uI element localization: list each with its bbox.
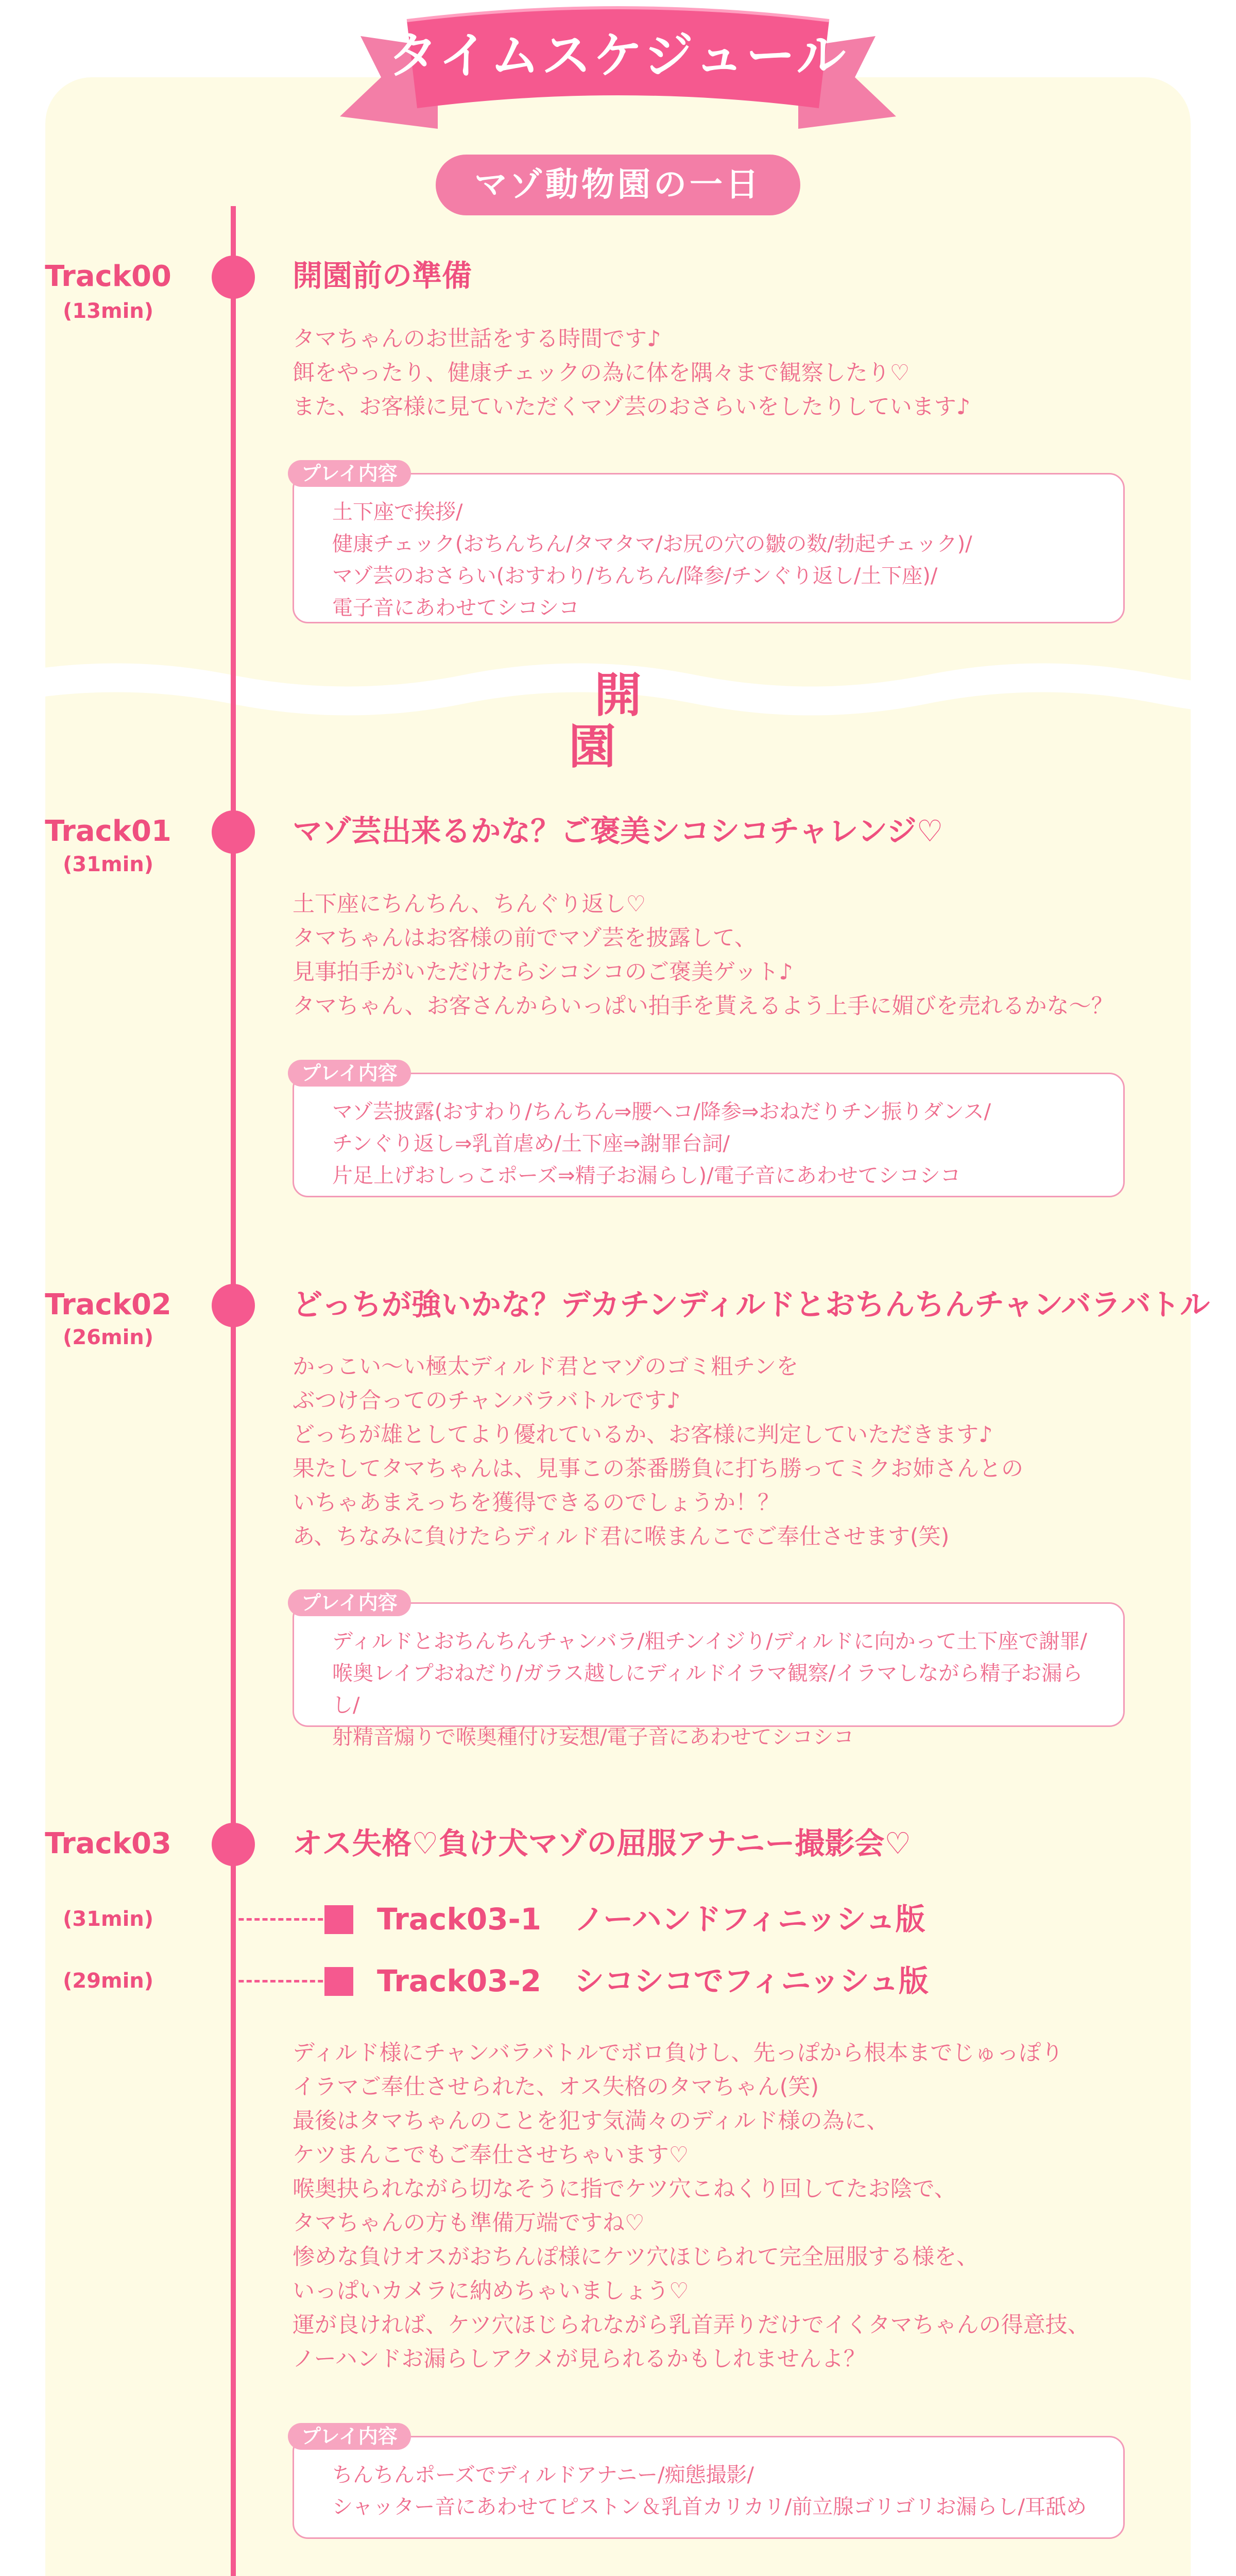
- subtrack-connector: [231, 1918, 339, 1921]
- track-duration: (31min): [62, 853, 154, 876]
- square-marker-icon: [324, 1967, 353, 1996]
- subtrack-duration: (29min): [62, 1969, 154, 1993]
- timeline-dot: [212, 810, 255, 854]
- subtrack-row: [21, 1963, 1051, 1999]
- play-content-tag: プレイ内容: [288, 1060, 411, 1087]
- timeline-dot: [212, 1823, 255, 1866]
- page-subtitle: マゾ動物園の一日: [436, 155, 800, 215]
- track-label: Track02: [45, 1288, 171, 1321]
- timeline-dot: [212, 1284, 255, 1327]
- timeline-line: [231, 206, 236, 2576]
- play-content-text: 土下座で挨拶/ 健康チェック(おちんちん/タマタマ/お尻の穴の皺の数/勃起チェック)/ マゾ芸のおさらい(おすわり/ちんちん/降参/チンぐり返し/土下座)/ 電子音にあわせてシコシコ: [332, 500, 972, 620]
- play-content-text: ちんちんポーズでディルドアナニー/痴態撮影/ シャッター音にあわせてピストン＆乳首カリカリ/前立腺ゴリゴリお漏らし/耳舐め: [332, 2463, 1087, 2519]
- subtrack-row: [21, 1901, 1051, 1937]
- track-description: ディルド様にチャンバラバトルでボロ負けし、先っぽから根本までじゅっぽり イラマご奉仕させられた、オス失格のタマちゃん(笑) 最後はタマちゃんのことを犯す気満々のディルド様の為に、 ケツまんこでもご奉仕させちゃいます♡ 喉奥抉られながら切なそうに指でケツ穴こねくり回してたお陰で、 タマちゃんの方も準備万端ですね♡ 惨めな負けオスがおちんぽ様にケツ穴ほじられて完全屈服する様を、 いっぱいカメラに納めちゃいましょう♡ 運が良ければ、ケツ穴ほじられながら乳首弄りだけでイくタマちゃんの得意技、 ノーハンドお漏らしアクメが見られるかもしれませんよ？: [293, 2040, 1090, 2372]
- track-title: どっちが強いかな？デカチンディルドとおちんちんチャンバラバトル: [293, 1287, 1210, 1322]
- subtrack-name: シコシコでフィニッシュ版: [574, 1963, 929, 1998]
- page-title: タイムスケジュール: [388, 27, 848, 84]
- track-title: マゾ芸出来るかな？ご褒美シコシコチャレンジ♡: [293, 814, 943, 849]
- track-duration: (13min): [62, 299, 154, 323]
- play-content-box: [293, 1062, 1125, 1197]
- divider-label: 開園: [568, 668, 693, 774]
- play-content-box: [293, 462, 1125, 623]
- subtrack-code: Track03-1: [377, 1902, 542, 1937]
- play-content-text: マゾ芸披露(おすわり/ちんちん⇒腰ヘコ/降参⇒おねだりチン振りダンス/ チンぐり返し⇒乳首虐め/土下座⇒謝罪台詞/ 片足上げおしっこポーズ⇒精子お漏らし)/電子音にあわせてシコシコ: [332, 1100, 991, 1188]
- play-content-tag: プレイ内容: [288, 1589, 411, 1616]
- square-marker-icon: [324, 1905, 353, 1934]
- subtrack-connector: [231, 1980, 339, 1982]
- track-duration: (26min): [62, 1326, 154, 1349]
- track-description: タマちゃんのお世話をする時間です♪ 餌をやったり、健康チェックの為に体を隅々まで観察したり♡ また、お客様に見ていただくマゾ芸のおさらいをしたりしています♪: [293, 326, 971, 420]
- track-label: Track03: [45, 1827, 171, 1860]
- track-description: かっこい～い極太ディルド君とマゾのゴミ粗チンを ぶつけ合ってのチャンバラバトルです♪ どっちが雄としてより優れているか、お客様に判定していただきます♪ 果たしてタマちゃんは、見事この茶番勝負に打ち勝ってミクお姉さんとの いちゃあまえっちを獲得できるのでしょうか！？ あ、ちなみに負けたらディルド君に喉まんこでご奉仕させます(笑): [293, 1354, 1023, 1550]
- play-content-box: [293, 1591, 1125, 1749]
- track-label: Track00: [45, 260, 171, 293]
- track-description: 土下座にちんちん、ちんぐり返し♡ タマちゃんはお客様の前でマゾ芸を披露して、 見事拍手がいただけたらシコシコのご褒美ゲット♪ タマちゃん、お客さんからいっぱい拍手を貰えるよう上手に媚びを売れるかな～？: [293, 891, 1113, 1019]
- play-content-text: ディルドとおちんちんチャンバラ/粗チンイジり/ディルドに向かって土下座で謝罪/ 喉奥レイプおねだり/ガラス越しにディルドイラマ観察/イラマしながら精子お漏らし/ 射精音煽りで喉奥種付け妄想/電子音にあわせてシコシコ: [332, 1630, 1088, 1749]
- timeline-dot: [212, 256, 255, 299]
- track-label: Track01: [45, 815, 171, 848]
- track-title: オス失格♡負け犬マゾの屈服アナニー撮影会♡: [293, 1826, 912, 1861]
- track-title: 開園前の準備: [293, 258, 472, 293]
- play-content-tag: プレイ内容: [288, 2423, 411, 2450]
- play-content-tag: プレイ内容: [288, 460, 411, 487]
- subtrack-code: Track03-2: [377, 1963, 542, 1998]
- play-content-box: [293, 2425, 1125, 2539]
- subtrack-duration: (31min): [62, 1907, 154, 1931]
- subtrack-name: ノーハンドフィニッシュ版: [574, 1902, 925, 1937]
